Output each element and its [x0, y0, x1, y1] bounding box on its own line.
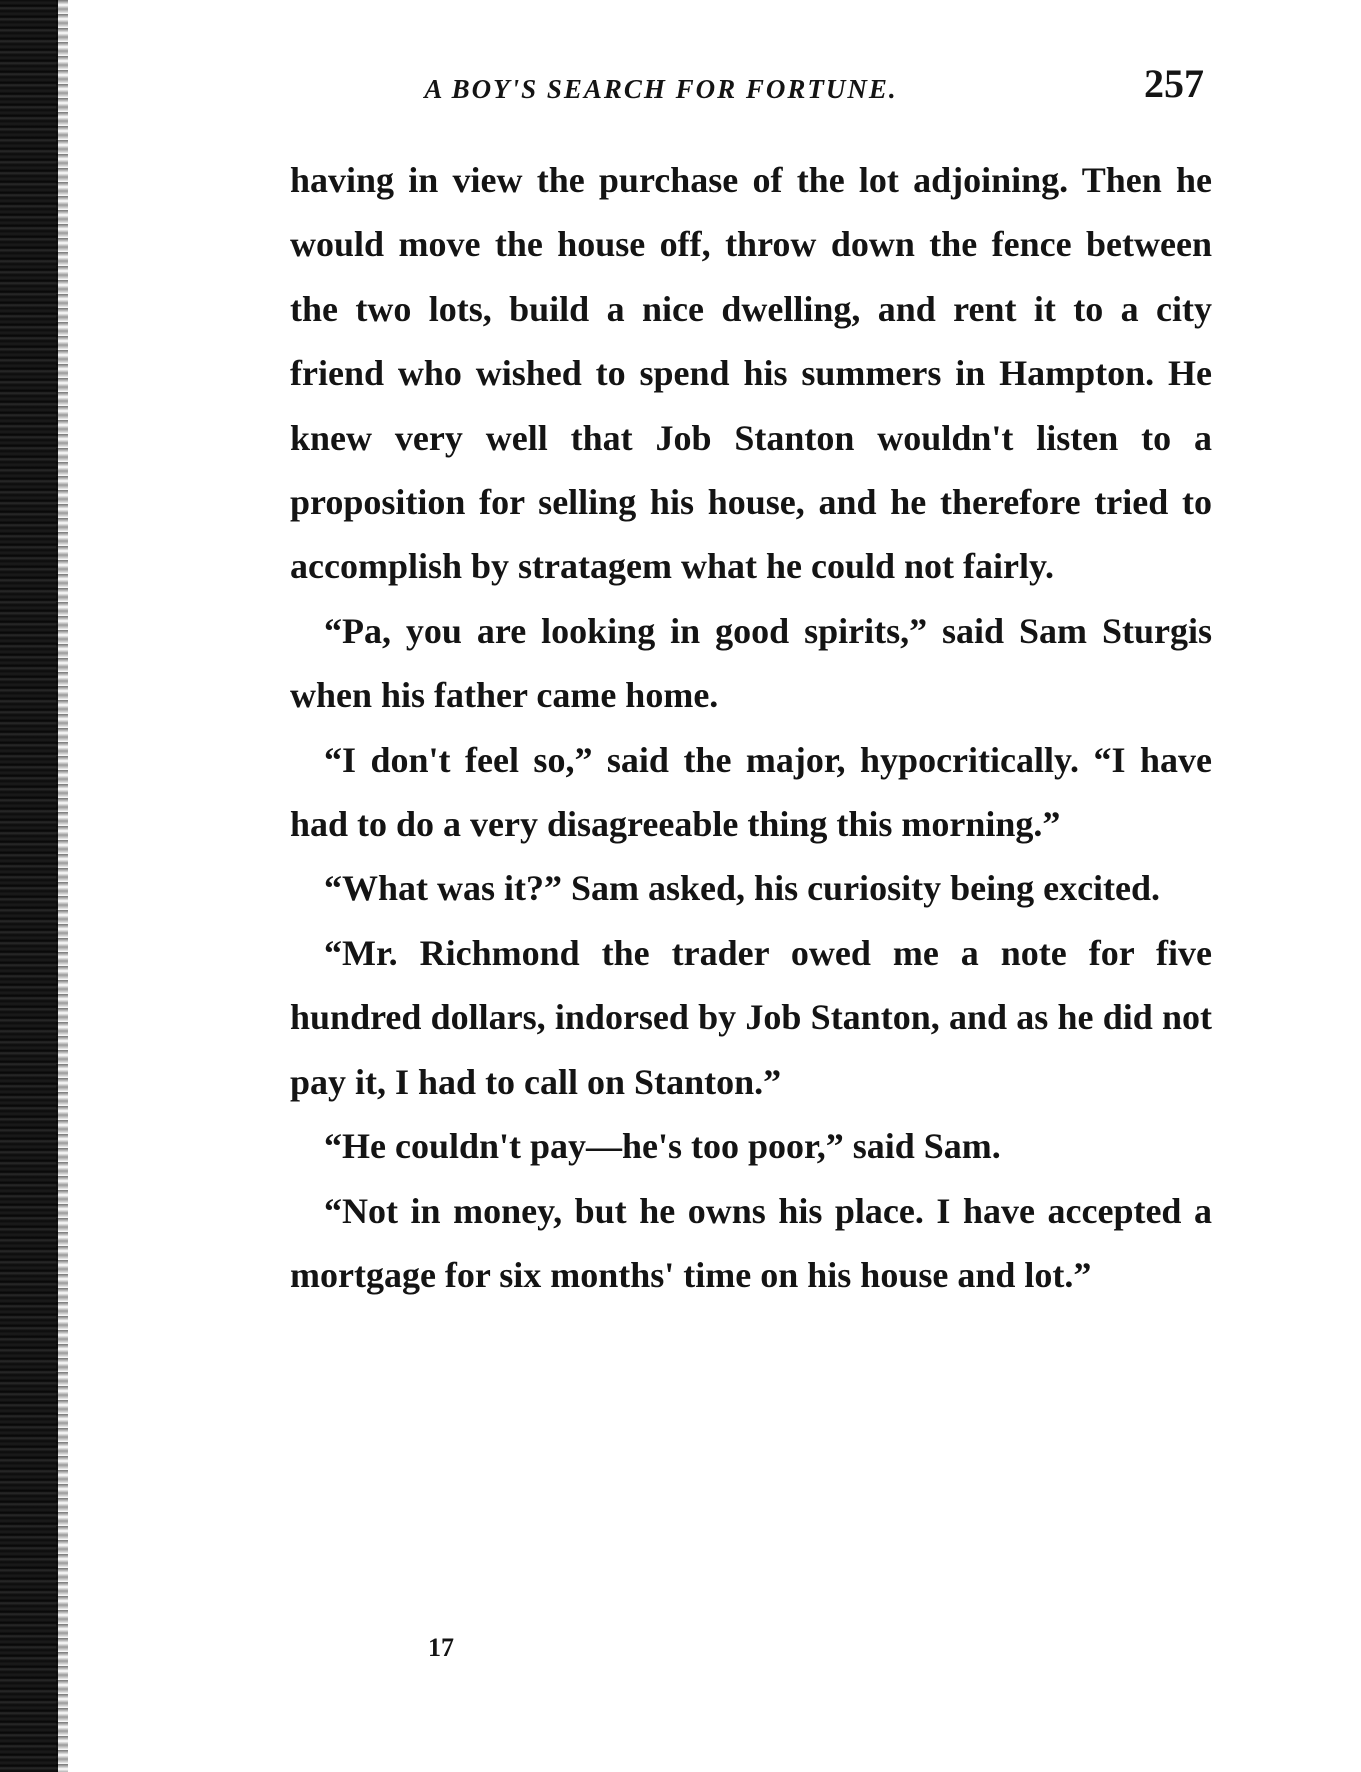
page-number: 257 — [1144, 61, 1204, 106]
paragraph: having in view the purchase of the lot adjoining. Then he would move the house off, throw down the fence between the two lots, build a nice dwelling, and rent it to a city friend who wished to spend his summers in Hampton. He knew very well that Job Stanton wouldn't listen to a proposition for selling his house, and he therefore tried to accomplish by stratagem what he could not fairly. — [290, 160, 1212, 587]
paragraph: “Mr. Richmond the trader owed me a note for five hundred dollars, indorsed by Job Stanton, and as he did not pay it, I had to call on Stanton.” — [290, 932, 1212, 1102]
running-head-title: A BOY'S SEARCH FOR FORTUNE. — [424, 74, 898, 104]
paragraph: “I don't feel so,” said the major, hypocritically. “I have had to do a very disagreeable thing this morning.” — [290, 739, 1212, 845]
running-head — [290, 60, 1212, 120]
paragraph: “What was it?” Sam asked, his curiosity being excited. — [324, 868, 1161, 909]
body-text — [290, 148, 1212, 1307]
page-binding-edge — [0, 0, 58, 1772]
paragraph: “Pa, you are looking in good spirits,” said Sam Sturgis when his father came home. — [290, 610, 1212, 716]
paragraph: “Not in money, but he owns his place. I have accepted a mortgage for six months' time on his house and lot.” — [290, 1190, 1212, 1295]
signature-mark: 17 — [428, 1633, 454, 1662]
paragraph: “He couldn't pay—he's too poor,” said Sam. — [324, 1126, 1001, 1167]
